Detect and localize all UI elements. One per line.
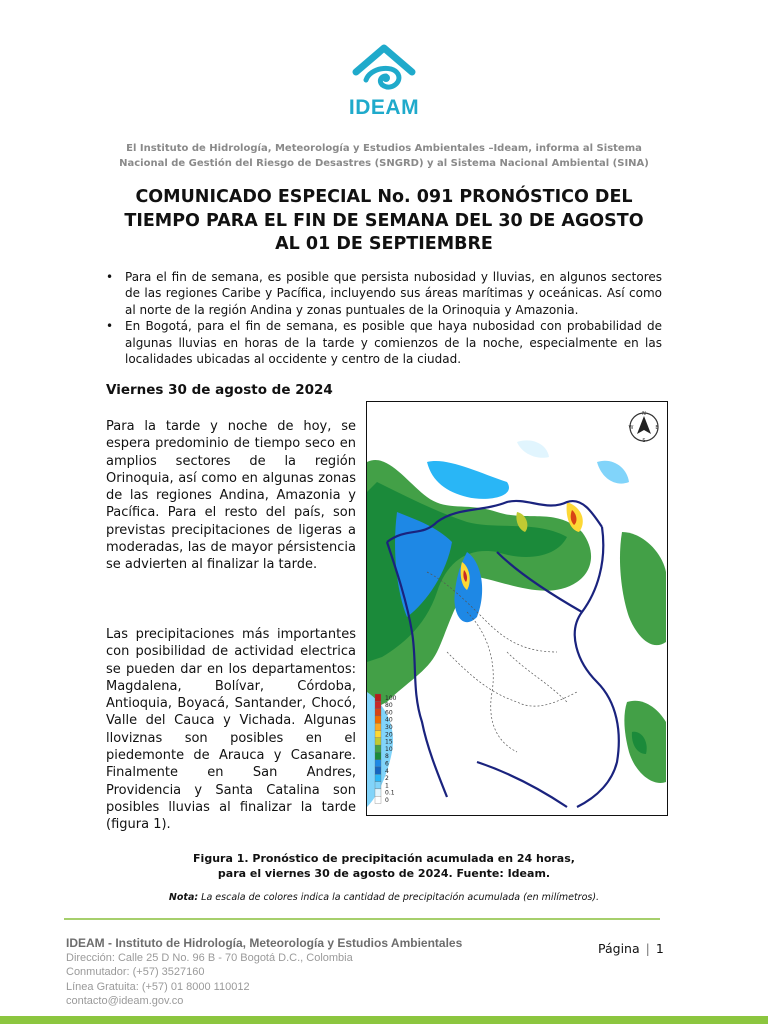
legend-swatch xyxy=(375,745,381,752)
page-separator: | xyxy=(645,941,650,956)
intro-line: El Instituto de Hidrología, Meteorología y Estudios Ambientales –Ideam, informa al Sistema xyxy=(126,143,642,154)
bullet-item xyxy=(106,318,662,367)
legend-label: 60 xyxy=(385,709,393,717)
precipitation-map xyxy=(366,401,668,816)
summary-bullets xyxy=(106,269,662,367)
note-text: La escala de colores indica la cantidad de precipitación acumulada (en milímetros). xyxy=(198,892,600,903)
legend-label: 4 xyxy=(385,767,389,775)
legend-label: 0 xyxy=(385,797,389,804)
forecast-paragraph: Para la tarde y noche de hoy, se espera predominio de tiempo seco en amplios sectores de la región Orinoquia, así como en algunas zonas de las regiones Andina, Amazonia y Pacífica. Para el resto del país, son previstas precipitaciones de ligeras a moderadas, las de mayor pérsistencia se advierten al finalizar la tarde. xyxy=(106,419,356,573)
legend-swatch xyxy=(375,723,381,730)
page-label: Página xyxy=(598,941,640,956)
figure-note xyxy=(80,892,688,903)
title-line: TIEMPO PARA EL FIN DE SEMANA DEL 30 DE AGOSTO xyxy=(124,210,644,231)
bullet-icon: • xyxy=(106,319,114,334)
footer-phone: Conmutador: (+57) 3527160 xyxy=(66,966,205,979)
legend-swatch xyxy=(375,767,381,774)
footer-divider xyxy=(64,918,660,920)
footer-contact xyxy=(66,936,462,1009)
bullet-item xyxy=(106,269,662,318)
legend-label: 6 xyxy=(385,760,389,768)
bullet-text: Para el fin de semana, es posible que persista nubosidad y lluvias, en algunos sectores de las regiones Caribe y Pacífica, incluyendo sus áreas marítimas y oceánicas. Así como al norte de la región Andina y zonas puntuales de la Orinoquia y Amazonia. xyxy=(125,270,662,317)
compass-icon xyxy=(630,413,658,441)
title-line: COMUNICADO ESPECIAL No. 091 PRONÓSTICO DEL xyxy=(135,187,633,207)
day-heading: Viernes 30 de agosto de 2024 xyxy=(106,382,333,398)
legend-swatch xyxy=(375,716,381,723)
legend-swatch xyxy=(375,731,381,738)
legend-swatch xyxy=(375,796,381,803)
legend-swatch xyxy=(375,782,381,789)
footer-email[interactable]: contacto@ideam.gov.co xyxy=(66,995,184,1008)
intro-text xyxy=(90,141,678,171)
compass-west-label: W xyxy=(628,425,634,431)
legend-label: 100 xyxy=(385,694,397,702)
intro-line: Nacional de Gestión del Riesgo de Desastres (SNGRD) y al Sistema Nacional Ambiental (SINA) xyxy=(119,158,649,169)
legend-label: 15 xyxy=(385,738,393,746)
legend-label: 2 xyxy=(385,775,389,783)
footer-toll-free: Línea Gratuita: (+57) 01 8000 110012 xyxy=(66,980,250,993)
legend-swatch xyxy=(375,760,381,767)
legend-swatch xyxy=(375,774,381,781)
legend-label: 40 xyxy=(385,716,393,724)
note-label: Nota: xyxy=(168,892,199,903)
legend-label: 30 xyxy=(385,724,393,731)
page-title xyxy=(80,186,688,257)
compass-north-label: N xyxy=(642,411,646,417)
page-number xyxy=(598,941,664,956)
caption-line: Figura 1. Pronóstico de precipitación acumulada en 24 horas, xyxy=(193,852,575,865)
legend-label: 20 xyxy=(385,731,393,739)
legend-swatch xyxy=(375,701,381,708)
legend-label: 1 xyxy=(385,782,389,790)
title-line: AL 01 DE SEPTIEMBRE xyxy=(275,234,493,254)
footer-address: Dirección: Calle 25 D No. 96 B - 70 Bogotá D.C., Colombia xyxy=(66,951,353,964)
legend-label: 8 xyxy=(385,753,389,761)
footer-bar xyxy=(0,1016,768,1024)
legend-label: 80 xyxy=(385,702,393,710)
legend-swatch xyxy=(375,694,381,701)
legend-swatch xyxy=(375,752,381,759)
legend-label: 0.1 xyxy=(385,789,395,797)
footer-org: IDEAM - Instituto de Hidrología, Meteorología y Estudios Ambientales xyxy=(66,936,463,950)
legend-swatch xyxy=(375,738,381,745)
compass-south-label: S xyxy=(642,438,646,444)
legend-swatch xyxy=(375,789,381,796)
caption-line: para el viernes 30 de agosto de 2024. Fuente: Ideam. xyxy=(217,866,551,880)
page-number-value: 1 xyxy=(655,941,664,956)
forecast-paragraph: Las precipitaciones más importantes con posibilidad de actividad electrica se pueden dar en los departamentos: Magdalena, Bolívar, Córdoba, Antioquia, Boyacá, Santander, Chocó, Valle del Cauca y Vichada. Algunas lloviznas son posibles en el piedemonte de Arauca y Casanare. Finalmente en San Andres, Providencia y Santa Catalina son posibles lluvias al finalizar la tarde (figura 1). xyxy=(106,627,356,833)
ideam-logo-text: IDEAM xyxy=(348,96,420,119)
precipitation-map-image xyxy=(367,402,666,814)
legend-swatch xyxy=(375,709,381,716)
bullet-icon: • xyxy=(106,270,114,284)
figure-caption xyxy=(100,852,668,881)
ideam-logo-icon xyxy=(346,42,422,98)
legend-label: 10 xyxy=(385,745,393,753)
bullet-text: En Bogotá, para el fin de semana, es posible que haya nubosidad con probabilidad de algunas lluvias en horas de la tarde y comienzos de la noche, especialmente en las localidades ubicadas al occidente y centro de la ciudad. xyxy=(125,319,662,367)
compass-east-label: E xyxy=(655,425,659,431)
